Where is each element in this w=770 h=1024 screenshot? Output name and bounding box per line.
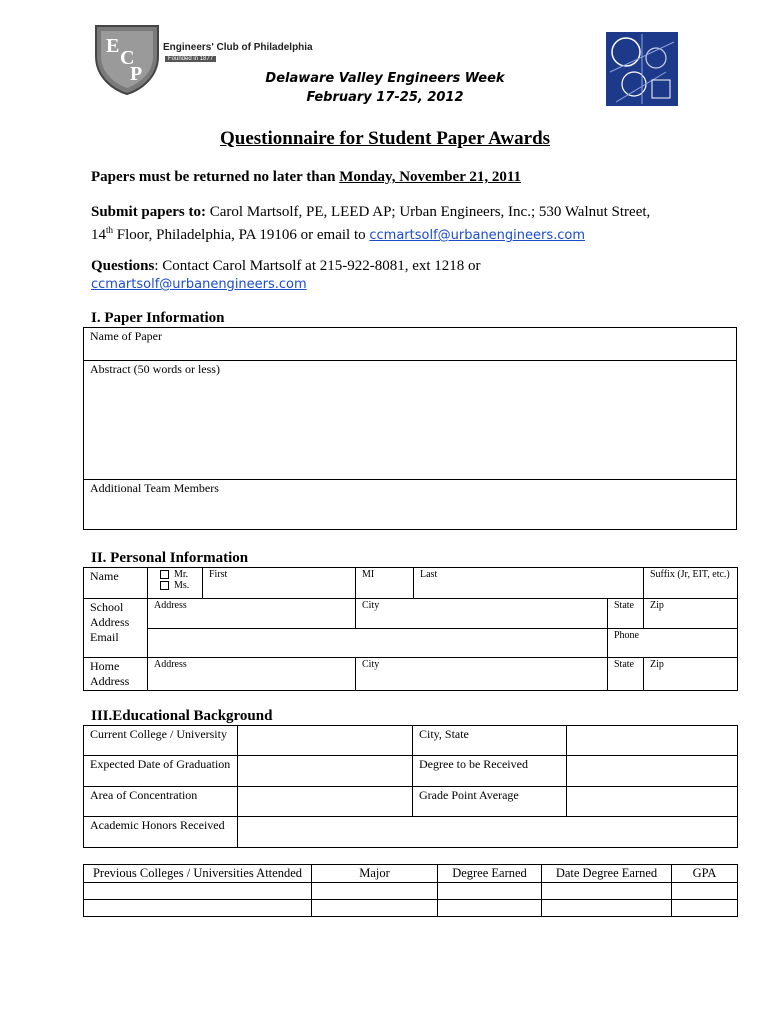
- degree-received-field[interactable]: [567, 756, 738, 787]
- email-field[interactable]: [148, 629, 608, 658]
- prev-date-cell[interactable]: [542, 883, 672, 900]
- gpa-label: Grade Point Average: [413, 787, 567, 817]
- last-name-field[interactable]: Last: [414, 568, 644, 599]
- prev-header-college: Previous Colleges / Universities Attended: [84, 865, 312, 883]
- personal-info-table: [83, 567, 738, 691]
- home-state-field[interactable]: State: [608, 658, 644, 691]
- deadline-date: Monday, November 21, 2011: [339, 169, 522, 185]
- current-college-field[interactable]: [238, 726, 413, 756]
- school-address-field[interactable]: Address: [148, 599, 356, 629]
- prev-gpa-cell[interactable]: [672, 900, 738, 917]
- deadline-line: Papers must be returned no later than Monday, November 21, 2011: [91, 169, 522, 185]
- logo-founded: Founded in 1877: [165, 56, 216, 62]
- previous-colleges-table: [83, 864, 738, 917]
- svg-text:P: P: [130, 63, 143, 85]
- city-state-field[interactable]: [567, 726, 738, 756]
- degree-received-label: Degree to be Received: [413, 756, 567, 787]
- prev-header-major: Major: [312, 865, 438, 883]
- table-row: [84, 883, 738, 900]
- questions-block: Questions: Contact Carol Martsolf at 215-922-8081, ext 1218 or ccmartsolf@urbanengineers.com: [91, 258, 481, 292]
- school-state-field[interactable]: State: [608, 599, 644, 629]
- paper-info-table: [83, 327, 737, 530]
- prev-header-degree: Degree Earned: [438, 865, 542, 883]
- expected-date-field[interactable]: [238, 756, 413, 787]
- home-city-field[interactable]: City: [356, 658, 608, 691]
- section-personal-info-heading: II. Personal Information: [91, 550, 249, 566]
- prev-college-cell[interactable]: [84, 883, 312, 900]
- title-checkboxes: Mr. Ms.: [148, 568, 203, 599]
- mi-field[interactable]: MI: [356, 568, 414, 599]
- logo-club-name: Engineers' Club of Philadelphia: [163, 42, 313, 53]
- prev-date-cell[interactable]: [542, 900, 672, 917]
- city-state-label: City, State: [413, 726, 567, 756]
- mr-checkbox[interactable]: [160, 570, 169, 579]
- submit-block: Submit papers to: Carol Martsolf, PE, LEED AP; Urban Engineers, Inc.; 530 Walnut Street, 14th Floor, Philadelphia, PA 19106 or email to ccmartsolf@urbanengineers.com: [91, 204, 651, 243]
- questions-email-link[interactable]: ccmartsolf@urbanengineers.com: [91, 277, 307, 292]
- phone-field[interactable]: Phone: [608, 629, 738, 658]
- school-zip-field[interactable]: Zip: [644, 599, 738, 629]
- concentration-label: Area of Concentration: [84, 787, 238, 817]
- prev-degree-cell[interactable]: [438, 900, 542, 917]
- home-address-field[interactable]: Address: [148, 658, 356, 691]
- concentration-field[interactable]: [238, 787, 413, 817]
- ms-checkbox[interactable]: [160, 581, 169, 590]
- name-label: Name: [84, 568, 148, 599]
- school-city-field[interactable]: City: [356, 599, 608, 629]
- home-zip-field[interactable]: Zip: [644, 658, 738, 691]
- page-title: Questionnaire for Student Paper Awards: [219, 128, 551, 149]
- prev-major-cell[interactable]: [312, 883, 438, 900]
- team-members-field[interactable]: Additional Team Members: [84, 480, 737, 530]
- expected-date-label: Expected Date of Graduation: [84, 756, 238, 787]
- current-college-label: Current College / University: [84, 726, 238, 756]
- home-address-label: Home Address: [84, 658, 148, 691]
- event-name: Delaware Valley Engineers Week: [265, 71, 505, 86]
- section-education-heading: III.Educational Background: [91, 708, 273, 724]
- suffix-field[interactable]: Suffix (Jr, EIT, etc.): [644, 568, 738, 599]
- svg-text:E: E: [106, 35, 120, 57]
- event-dates: February 17-25, 2012: [306, 90, 464, 105]
- prev-degree-cell[interactable]: [438, 883, 542, 900]
- svg-text:C: C: [120, 47, 135, 69]
- education-table: [83, 725, 738, 848]
- school-email-labels: School Address Email: [84, 599, 148, 658]
- abstract-field[interactable]: Abstract (50 words or less): [84, 361, 737, 480]
- prev-gpa-cell[interactable]: [672, 883, 738, 900]
- table-row: [84, 900, 738, 917]
- prev-college-cell[interactable]: [84, 900, 312, 917]
- honors-label: Academic Honors Received: [84, 817, 238, 848]
- prev-major-cell[interactable]: [312, 900, 438, 917]
- submit-email-link[interactable]: ccmartsolf@urbanengineers.com: [369, 228, 586, 243]
- gpa-field[interactable]: [567, 787, 738, 817]
- prev-header-gpa: GPA: [672, 865, 738, 883]
- section-paper-info-heading: I. Paper Information: [91, 310, 225, 326]
- name-of-paper-field[interactable]: Name of Paper: [84, 328, 737, 361]
- first-name-field[interactable]: First: [203, 568, 356, 599]
- prev-header-date: Date Degree Earned: [542, 865, 672, 883]
- honors-field[interactable]: [238, 817, 738, 848]
